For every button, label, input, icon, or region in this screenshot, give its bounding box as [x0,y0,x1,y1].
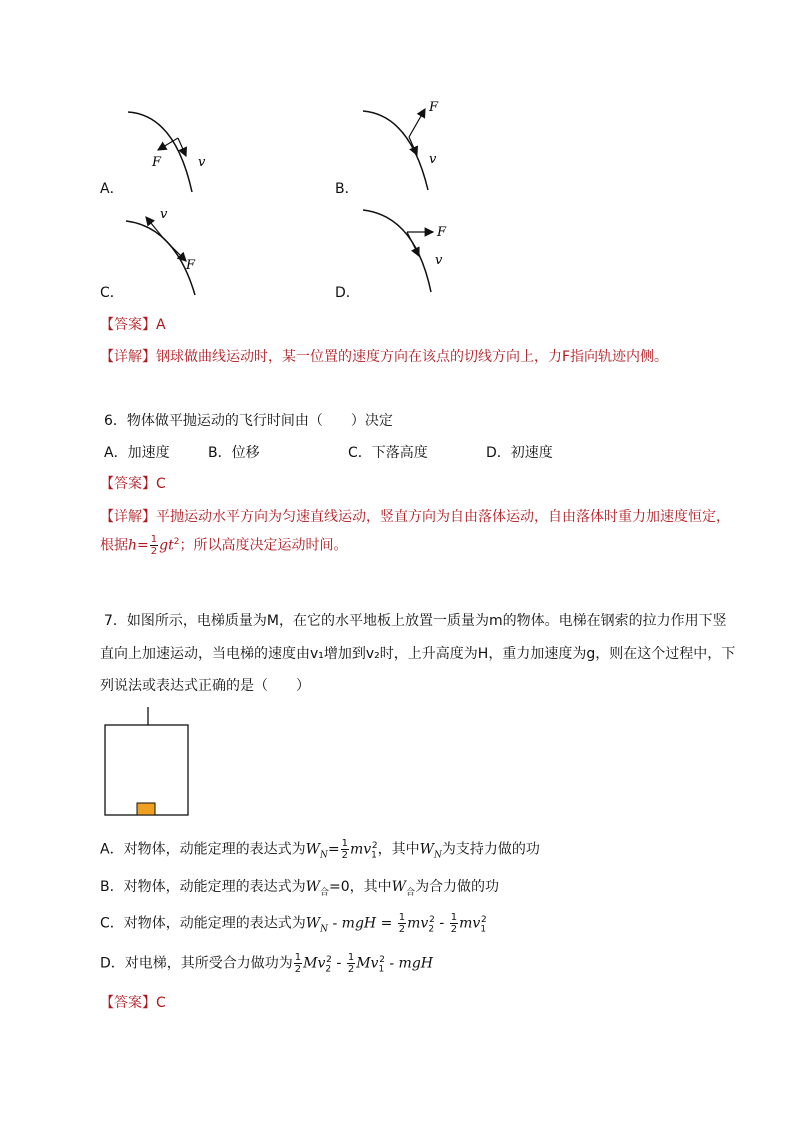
q6-answer [100,473,166,493]
force-label: F [152,155,162,170]
option-c-label: C． [100,285,124,301]
answer-value: C [156,995,166,1011]
block-object [137,803,155,815]
velocity-label: v [198,155,206,170]
answer-value: C [156,476,166,492]
formula-mgh: - mgH = [328,915,397,932]
q6-detail-line1 [100,506,730,526]
detail-suffix: ；所以高度决定运动时间。 [179,537,348,554]
detail-text: 钢球做曲线运动时，某一位置的速度方向在该点的切线方向上，力F指向轨迹内侧。 [156,349,669,365]
formula-sub2: 合 [406,887,416,898]
q7-stem-line1: 7．如图所示，电梯质量为M，在它的水平地板上放置一质量为m的物体。电梯在钢索的拉力作用下竖 [104,613,727,629]
formula-gt: gt [159,537,174,554]
detail-text: 平抛运动水平方向为匀速直线运动，竖直方向为自由落体运动，自由落体时重力加速度恒定， [156,509,730,525]
answer-value: A [156,317,166,333]
formula-w: W [305,879,320,895]
q6-option-c: C．下落高度 [348,445,428,461]
fraction [150,534,158,557]
fraction-2: $\frac{1}{2}$ [347,952,355,975]
q7-option-d: D．对电梯，其所受合力做功为 $\frac{1}{2}$ $Mv_2^2$ - $\frac{1}{2}$ $Mv_1^2$ - mgH [100,952,433,975]
q7-answer [100,992,166,1012]
q5-figure-d [355,200,475,300]
formula-t1: mv [407,915,429,932]
formula-h: h= [128,537,149,554]
q5-figure-a [120,100,240,195]
formula-sub: N [319,850,328,861]
curve-diagram-b [355,95,475,195]
elevator-cabin [105,725,188,815]
option-text-end: 为支持力做的功 [441,841,540,858]
option-text: C．对物体，动能定理的表达式为 [100,915,306,932]
formula-eq: = [327,841,340,858]
formula-sub: 合 [320,887,330,898]
q6-option-d: D．初速度 [486,445,553,461]
option-text: B．对物体，动能定理的表达式为 [100,879,306,895]
curve-diagram-a [120,100,240,195]
q6-detail-line2 [100,534,347,557]
elevator-figure [100,705,195,820]
q6-stem: 6．物体做平抛运动的飞行时间由（ ）决定 [104,413,393,429]
formula-t2: Mv [356,955,379,972]
formula-w2: W [419,841,434,858]
fraction-denominator: 2 [150,546,158,557]
formula-sub: N [320,924,329,935]
answer-tag: 【答案】 [100,317,156,333]
formula-mgh: - mgH [384,955,433,972]
formula-minus: - [331,955,346,972]
fraction-1: $\frac{1}{2}$ [398,912,406,935]
option-d-label: D． [335,285,360,301]
formula-sub2: N [434,850,442,861]
q7-stem-line3: 列说法或表达式正确的是（ ） [100,678,310,694]
velocity-label: v [160,207,168,222]
force-label: F [429,100,439,115]
option-text: A．对物体，动能定理的表达式为 [100,841,306,858]
q7-stem-line2: 直向上加速运动，当电梯的速度由v₁增加到v₂时，上升高度为H，重力加速度为g，则在这个过程中，下 [100,646,736,662]
option-text-end: 为合力做的功 [415,879,500,895]
formula-w: W [305,841,320,858]
elevator-diagram [100,705,195,820]
formula-t2: mv [459,915,481,932]
detail-prefix: 根据 [100,537,128,554]
option-text: D．对电梯，其所受合力做功为 [100,955,293,972]
q6-option-b: B．位移 [208,445,260,461]
detail-tag: 【详解】 [100,509,156,525]
force-label: F [437,225,447,240]
velocity-label: v [435,253,443,268]
q5-figure-b [355,95,475,195]
detail-tag: 【详解】 [100,349,156,365]
fraction: $\frac{1}{2}$ [341,838,348,861]
velocity-label: v [429,152,437,167]
formula-w: W [305,915,321,932]
formula-t1: Mv [303,955,326,972]
option-text-mid: ，其中 [377,841,420,858]
q5-detail [100,346,668,366]
q5-figure-c [120,205,240,300]
formula-mv: mv [349,841,372,858]
fraction-1: $\frac{1}{2}$ [294,952,302,975]
q7-option-b [100,876,499,898]
formula-w2: W [391,879,407,895]
q7-option-c: C．对物体，动能定理的表达式为$W_N$ - mgH = $\frac{1}{2}$ $mv_2^2$ - $\frac{1}{2}$ $mv_1^2$ [100,912,487,935]
fraction-2: $\frac{1}{2}$ [450,912,458,935]
option-b-label: B． [335,181,359,197]
q6-option-a: A．加速度 [104,445,170,461]
formula-exponent: 2 [173,536,180,547]
q7-option-a: A．对物体，动能定理的表达式为$W_N=$ $\frac{1}{2}$ $mv_1^2$，其中$W_N$为支持力做的功 [100,838,540,861]
curve-diagram-d [355,200,475,300]
formula-minus: - [434,915,449,932]
formula-eq: =0，其中 [329,879,392,895]
answer-tag: 【答案】 [100,476,156,492]
answer-tag: 【答案】 [100,995,156,1011]
q5-answer [100,314,166,334]
fraction-numerator: 1 [150,534,158,545]
curve-diagram-c [120,205,240,300]
force-label: F [186,258,196,273]
option-a-label: A． [100,181,124,197]
